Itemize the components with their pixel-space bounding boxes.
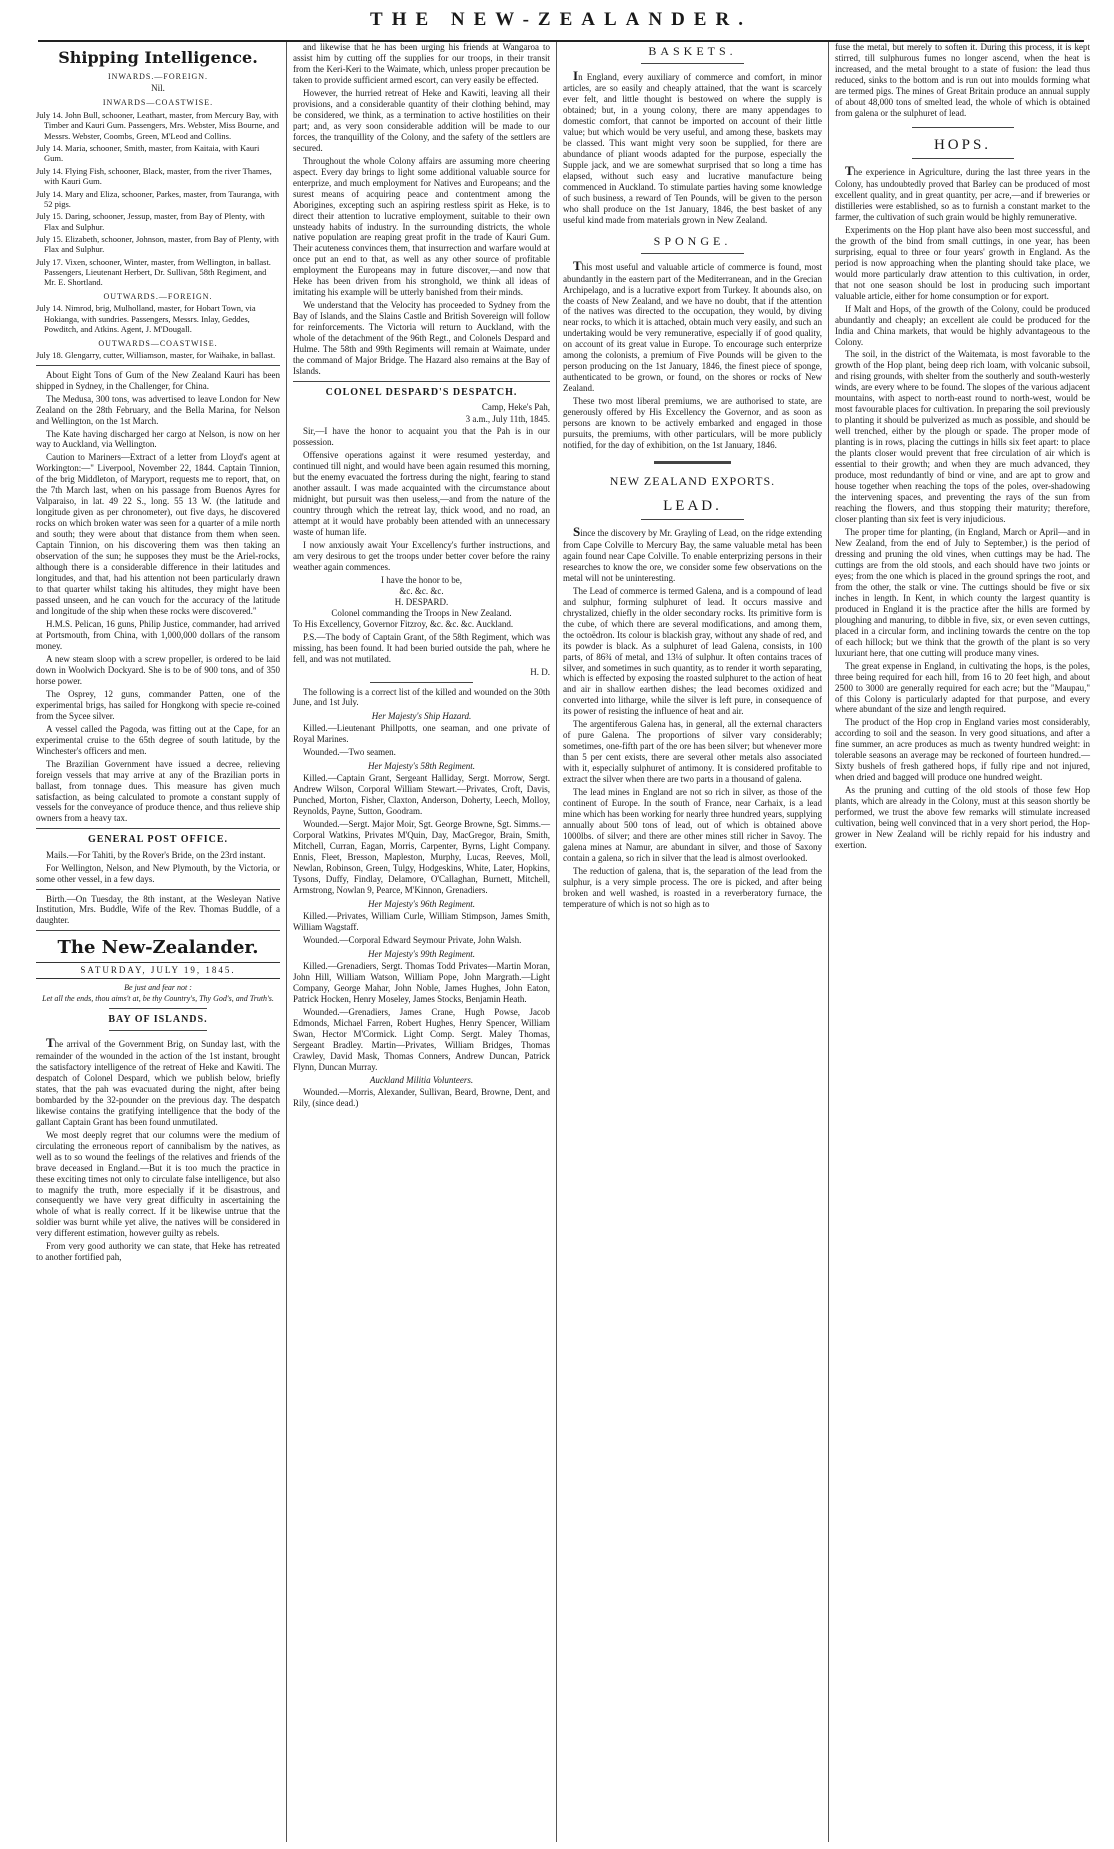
nil-text: Nil.: [151, 83, 165, 94]
news-paragraph: About Eight Tons of Gum of the New Zealand Kauri has been shipped in Sydney, in the Challenger, for China.: [36, 369, 280, 391]
unit-heading: Auckland Militia Volunteers.: [369, 1075, 474, 1086]
despatch-place: Camp, Heke's Pah,: [481, 402, 550, 413]
despatch-paragraph: Offensive operations against it were resumed yesterday, and continued till night, and would have been again resumed this morning, but the enemy evacuated the fortress during the night, fearing to stand another assault. I was made acquainted with the circumstance about midnight, but pursuit was then useless,—and from the nature of the country through which the retreat lay, thick wood, and no road, an attempt at it would have probably been attended with an unnecessary waste of human life.: [293, 450, 550, 537]
outwards-coastwise-entry: July 18. Glengarry, cutter, Williamson, master, for Waihake, in ballast.: [36, 350, 276, 361]
article-paragraph: The arrival of the Government Brig, on Sunday last, with the remainder of the wounded in the action of the 1st instant, brought the satisfactory intelligence of the retreat of Heke and Kawiti. The despatch of Colonel Despard, which we publish below, briefly states, that the pah was evacuated during the night, after being bombarded by the 32-pounder on the previous day. The despatch likewise contains the gratifying intelligence that the body of the gallant Captain Grant has been found unmutilated.: [36, 1035, 280, 1127]
bay-of-islands-article: [36, 1035, 280, 1263]
casualty-line: Wounded.—Grenadiers, James Crane, Hugh Powse, Jacob Edmonds, Michael Farren, Robert Hughes, Henry Spencer, William Swan, Hector M'Cormick. Light Comp. Sergt. Maley Thomas, Sergeant Bradley. Martin—Privates, William Bridges, Thomas Crawley, David Mask, Thomas Conners, Andrew Duncan, Patrick Flynn, Duncan Murray.: [293, 1006, 550, 1072]
casualty-line: Killed.—Grenadiers, Sergt. Thomas Todd Privates—Martin Moran, John Hill, William Watson, William Pope, John Margrath.—Light Company, George Mahar, John Noble, James Hughes, John Eaton, Patrick Hocken, Henry Moseley, James Stocks, Benjamin Heath.: [293, 960, 550, 1004]
columns: [30, 42, 1096, 1842]
inwards-list: [36, 110, 280, 288]
article-paragraph: The Lead of commerce is termed Galena, and is a compound of lead and sulphur, forming sulphuret of lead. It occurs massive and chrystalized, chiefly in the older secondary rocks. Its primitive form is the cube, of which there are several modifications, and among them, the octoëdron. Its colour is blackish gray, without any shade of red, and its powder is black. As a sulphuret of lead Galena, consists, in 100 parts, of 86¾ of metal, and 13¼ of sulphur. It often contains traces of silver, and sometimes in such quantity, as to render it worth separating, which is effected by exposing the roasted sulphuret to the action of heat and air in shallow earthen dishes; the lead becomes oxidized and converted into litharge, while the silver is left pure, in consequence of its power of resisting the influence of heat and air.: [563, 585, 822, 717]
divider: [36, 889, 280, 890]
casualty-line: Wounded.—Morris, Alexander, Sullivan, Beard, Browne, Dent, and Rily, (since dead.): [293, 1087, 550, 1109]
baskets-title: BASKETS.: [648, 44, 737, 58]
article-paragraph: The proper time for planting, (in England, March or April—and in New Zealand, from the end of July to September,) is the period of dressing and pruning the old vines, when cuttings may be had. The cuttings are from the old stools, and each should have two joints or eyes; from the one which is placed in the ground springs the root, and from the other, the stalk or vine. The cuttings should be five or six inches in length. In Kent, in which county the largest quantity is produced in England it is the practice after the hills are formed by ploughing and manuring, to dibble in five, six, or even seven cuttings, placed in a circular form, and inclining towards the centre on the top of each hillock; but we think that the growth of the plant is so very luxuriant here, that one cutting will produce many vines.: [835, 526, 1090, 658]
divider: [370, 682, 473, 683]
signature-line: &c. &c. &c.: [399, 585, 444, 596]
despatch-recipient: To His Excellency, Governor Fitzroy, &c. &c. &c. Auckland.: [293, 618, 514, 629]
despatch-paragraph: I now anxiously await Your Excellency's further instructions, and am very desirous to get the troops under better cover before the rainy weather again commences.: [293, 539, 550, 572]
sponge-article: [563, 258, 822, 451]
article-paragraph: We most deeply regret that our columns were the medium of circulating the erroneous report of cannibalism by the natives, as well as to so wound the feelings of the relatives and friends of the brave deceased in England.—But it is too much the practice in these exciting times not only to circulate false intelligence, but also to magnify the truth, more especially if it be disastrous, and consequently we have very great difficulty in ascertaining the whole of what is really correct. If it be likewise untrue that the soldier was burnt while yet alive, the natives will be considered in very different estimation, however guilty as rebels.: [36, 1129, 280, 1239]
divider: [641, 63, 745, 64]
post-office-notices: [36, 850, 280, 885]
casualty-list: [293, 711, 550, 1109]
article-paragraph: However, the hurried retreat of Heke and Kawiti, leaving all their provisions, and a considerable quantity of their clothing behind, may be considered, we think, as a termination to active hostilities on their part; and, as very soon considerable addition will be made to our forces, the tranquillity of the Colony, and the safety of the settlers are secured.: [293, 87, 550, 153]
article-paragraph: Throughout the whole Colony affairs are assuming more cheering aspect. Every day brings to light some additional valuable source for enterprize, and much employment for Natives and Europeans; and the surest means of acquiring peace and contentment among the Aborigines, excepting such an aspiring restless spirit as Heke, is to direct their attention to lucrative employment, suitable to their own unsteady habits of industry. In the surrounding districts, the whole native population are reaping great profit in the trade of Kauri Gum. Their acuteness convinces them, that insurrection and warfare would at once put an end to that, as well as any other source of profitable employment the Europeans may in future discover,—and now that Heke has been driven from his stronghold, we think all ideas of imitating his example will be utterly banished from their minds.: [293, 155, 550, 298]
despatch-time: 3 a.m., July 11th, 1845.: [465, 414, 550, 425]
casualty-line: Killed.—Captain Grant, Sergeant Halliday, Sergt. Morrow, Sergt. Andrew Wilson, Corporal William Stewart.—Privates, Croft, Davis, Punched, Morton, Fisher, Claxton, Anderson, Doherty, Leech, Molloy, Reynolds, Payne, Sutton, Goodram.: [293, 773, 550, 817]
despatch-postscript: P.S.—The body of Captain Grant, of the 58th Regiment, which was missing, has been found. It had been buried outside the pah, where he fell, and was not mutilated.: [293, 631, 550, 664]
divider: [36, 365, 280, 366]
paper-title: The New-Zealander.: [57, 937, 259, 959]
lead-continued: fuse the metal, but merely to soften it. During this process, it is kept stirred, till sulphurous fumes no longer ascend, when the heat is increased, and the metal brought to a state of fusion: the lead thus reduced, sinks to the bottom and is run out into moulds forming what are termed pigs. The mines of Great Britain produce an annual supply of about 48,000 tons of smelted lead, the whole of which is obtained from galena or the sulphuret of lead.: [835, 42, 1090, 118]
divider: [641, 519, 745, 520]
article-paragraph: As the pruning and cutting of the old stools of those few Hop plants, which are already in the Colony, must at this season shortly be performed, we trust the above few remarks will stimulate increased cultivation, being well convinced that in a very short period, the Hop-grower in New Zealand will be richly repaid for his industry and exertion.: [835, 785, 1090, 851]
divider: [36, 930, 280, 931]
casualty-line: Wounded.—Corporal Edward Seymour Private, John Walsh.: [303, 934, 522, 945]
shipping-entry: July 15. Elizabeth, schooner, Johnson, master, from Bay of Plenty, with Flax and Sulphur.: [36, 233, 279, 255]
article-paragraph: and likewise that he has been urging his friends at Wangaroa to assist him by cutting off the supplies for our troops, in their transit from the Keri-Keri to the Waimate, which, unless proper precaution be taken to provide sufficient armed escort, can very easily be effected.: [293, 42, 550, 85]
inwards-foreign-heading: INWARDS.—FOREIGN.: [107, 71, 209, 81]
news-paragraph: Caution to Mariners—Extract of a letter from Lloyd's agent at Workington:—" Liverpool, November 22, 1844. Captain Tinnion, of the brig Middleton, of Maryport, requests me to report, that, on the 7th March last, when on his passage from Buenos Ayres for Valparaiso, in lat. 49 22 S., long. 55 13 W. (the latitude and longitude given as per chronometer), out five days, he discovered rocks on which broken water was seen for a quarter of a mile north and south; they were about that distance from them when seen. Captain Tinnion, on his discovering them was then taking an observation of the sun; he supposes they must be the Ariel-rocks, although there is a considerable difference in their latitudes and longitudes, and that, had his attention not been particularly drawn to that quarter whilst taking his altitudes, they might have been passed unseen, and he can vouch for the accuracy of the latitude and longitude of the ship when these rocks were discovered.": [36, 452, 280, 617]
article-paragraph: Experiments on the Hop plant have also been most successful, and the growth of the bind from small cuttings, in one year, has been surprising, equal to three or four years' growth in England. As the period is now approaching when the planting should take place, we would more particularly draw attention to this cultivation, in order, that not one season should be lost in producing such important valuable article, either for home consumption or for export.: [835, 224, 1090, 301]
unit-heading: Her Majesty's 58th Regiment.: [368, 761, 475, 772]
casualty-line: Wounded.—Two seamen.: [303, 747, 396, 758]
outwards-foreign-entry: July 14. Nimrod, brig, Mulholland, master, for Hobart Town, via Hokianga, with sundries. Passengers, Messrs. Inlay, Geddes, Powditch, and Atkins. Agent, J. M'Dougall.: [36, 303, 256, 335]
birth-notice: Birth.—On Tuesday, the 8th instant, at the Wesleyan Native Institution, Mrs. Buddle, Wife of the Rev. Thomas Buddle, of a daughter.: [36, 893, 280, 926]
outwards-foreign-heading: OUTWARDS.—FOREIGN.: [103, 291, 213, 301]
post-notice: Mails.—For Tahiti, by the Rover's Bride, on the 23rd instant.: [46, 849, 266, 860]
shipping-entry: July 15. Daring, schooner, Jessup, master, from Bay of Plenty, with Flax and Sulphur.: [36, 211, 265, 232]
casualty-line: Killed.—Privates, William Curle, William Stimpson, James Smith, William Wagstaff.: [293, 910, 550, 932]
casualty-line: Killed.—Lieutenant Phillpotts, one seaman, and one private of Royal Marines.: [293, 723, 550, 745]
post-office-title: GENERAL POST OFFICE.: [87, 834, 229, 846]
despatch-paragraph: Sir,—I have the honor to acquaint you that the Pah is in our possession.: [293, 426, 550, 448]
lead-title: LEAD.: [663, 497, 722, 514]
news-paragraph: A vessel called the Pagoda, was fitting out at the Cape, for an experimental cruise to the 65th degree of south latitude, by the Winchester's officers and men.: [36, 723, 280, 756]
news-paragraph: The Brazilian Government have issued a decree, relieving foreign vessels that may arrive at any of the Brazilian ports in ballast, from tonnage dues. This measure has given much satisfaction, as being calculated to promote a constant supply of vessels for the conveyance of produce thence, and thus relieve ship owners from a heavy tax.: [36, 758, 280, 824]
hops-title: HOPS.: [933, 136, 992, 153]
unit-heading: Her Majesty's 99th Regiment.: [368, 948, 475, 959]
outwards-coastwise-heading: OUTWARDS—COASTWISE.: [98, 338, 218, 348]
divider: [109, 1008, 207, 1009]
article-paragraph: We understand that the Velocity has proceeded to Sydney from the Bay of Islands, and the Slains Castle and British Sovereign will follow for reinforcements. The Victoria will return to Auckland, with the whole of the detachment of the 96th Regt., and Colonels Despard and Hulme. The 58th and 99th Regiments will remain at Waimate, under the command of Major Bridge. The Hazard also remains at the Bay of Islands.: [293, 300, 550, 377]
article-paragraph: The great expense in England, in cultivating the hops, is the poles, three being required for each hill, from 16 to 20 feet high, and about 2500 to 3000 are generally required for each acre; but the "Maupau," of this Colony is particularly adapted for that purpose, and every where abundant of the size and length required.: [835, 660, 1090, 715]
lead-article: [563, 524, 822, 910]
masthead-title: THE NEW-ZEALANDER.: [370, 9, 752, 30]
news-paragraph: A new steam sloop with a screw propeller, is ordered to be laid down in Woolwich Dockyard. She is to be of 900 tons, and of 350 horse power.: [36, 653, 280, 686]
article-paragraph: This most useful and valuable article of commerce is found, most abundantly in the eastern part of the Mediterranean, and in the Grecian Archipelago, and is a lucrative export from Turkey. It abounds also, on the coasts of New Zealand, and we have no doubt, that if the attention of the natives was directed to the occupation, they would, by diving near rocks, to which it is attached, obtain much very easily, and such an undertaking would be very remunerative, especially if of good quality, on account of its great value in Europe. To encourage such enterprize among the colonists, a premium of Five Pounds will be given to the person producing on the 1st January, 1846, the finest piece of sponge, authenticated to be grown, or found, on the shores or rocks of New Zealand.: [563, 257, 822, 394]
motto-line-2: Let all the ends, thou aims't at, be thy Country's, Thy God's, and Truth's.: [42, 994, 274, 1004]
sponge-title: SPONGE.: [653, 234, 732, 249]
news-paragraph: H.M.S. Pelican, 16 guns, Philip Justice, commander, had arrived at Portsmouth, from China, with 1,000,000 dollars of the ransom money.: [36, 618, 280, 651]
divider: [641, 253, 745, 254]
signature-line: Colonel commanding the Troops in New Zealand.: [331, 607, 512, 618]
column-1: [30, 42, 286, 1842]
signature-line: I have the honor to be,: [381, 574, 462, 585]
shipping-entry: July 14. Flying Fish, schooner, Black, master, from the river Thames, with Kauri Gum.: [36, 165, 272, 187]
shipping-title: Shipping Intelligence.: [58, 48, 258, 67]
column-2: [286, 42, 556, 1842]
article-paragraph: The soil, in the district of the Waitemata, is most favorable to the growth of the Hop plant, being deep rich loam, with volcanic subsoil, and rising grounds, with shelter from the southerly and south-westerly winds, are every where to be found. The slopes of the various adjacent mountains, with aspect to north-east round to north-west, would be most favourable places for cultivation. In preparing the soil previously to planting it should be pulverized as much as possible, and should be well trenched, either by the plough or spade. The proper mode of planting is in rows, placing the cuttings in hills six feet apart: to place the plants closer would prevent that free circulation of air which is essential to their growth; and when they are much advanced, they produce, most redundantly of bind or vine, and are apt to grow and house together when reaching the tops of the poles, over-shadowing the intervening spaces, and preventing the rays of the sun from reaching the flowers, and thus stopping their maturity; therefore, closer planting than six feet is very injudicious.: [835, 349, 1090, 524]
shipping-entry: July 14. John Bull, schooner, Leathart, master, from Mercury Bay, with Timber and Kauri Gum. Passengers, Mrs. Webster, Miss Bourne, and Messrs. Webster, Coombs, Green, M'Leod and Collins.: [36, 109, 280, 141]
despatch-initials: H. D.: [530, 666, 550, 677]
signature-line: H. DESPARD.: [394, 596, 449, 607]
despatch-signature: [293, 575, 550, 619]
news-paragraph: The Kate having discharged her cargo at Nelson, is now on her way to Auckland, via Wellington.: [36, 428, 280, 450]
shipping-entry: July 14. Maria, schooner, Smith, master, from Kaitaia, with Kauri Gum.: [36, 143, 260, 164]
article-paragraph: If Malt and Hops, of the growth of the Colony, could be produced abundantly and cheaply; an excellent ale could be produced for the India and China markets, that would be highly advantageous to the Colony.: [835, 303, 1090, 347]
news-paragraph: The Medusa, 300 tons, was advertised to leave London for New Zealand on the 28th February, and the Bella Marina, for Nelson and Wellington, on the 1st March.: [36, 393, 280, 426]
article-paragraph: Since the discovery by Mr. Grayling of Lead, on the ridge extending from Cape Colville to Mercury Bay, the same valuable metal has been again found near Cape Colville. To enable enterprizing persons in their researches to know the ore, we consider some few observations on the metal will not be uninteresting.: [563, 523, 822, 583]
post-notice: For Wellington, Nelson, and New Plymouth, by the Victoria, or some other vessel, in a few days.: [36, 862, 280, 884]
bay-of-islands-title: BAY OF ISLANDS.: [108, 1013, 208, 1025]
despatch-body: [293, 426, 550, 573]
article-paragraph: The product of the Hop crop in England varies most considerably, according to soil and the season. In very good situations, and after a fine summer, an acre produces as much as twenty hundred weight: in tolerable seasons an average may be reckoned of fourteen hundred.—Sixty bushels of fresh gathered hops, if fully ripe and not injured, when dried and bagged will produce one hundred weight.: [835, 717, 1090, 783]
article-paragraph: The reduction of galena, that is, the separation of the lead from the sulphur, is a very simple process. The ore is picked, and after being broken and well washed, is roasted in a reverberatory furnace, the temperature of which is not so high as to: [563, 865, 822, 909]
baskets-article: In England, every auxiliary of commerce and comfort, in minor articles, are so easily and cheaply attained, that the want is scarcely ever felt, and little thought is bestowed on where the supply is obtained; but, in a young colony, there are many appendages to domestic comfort, that cannot be imported on account of their little value; but which would be very useful, and among these, baskets may be classed. This want might very soon be supplied, for there are abundance of pliant woods adapted for the purpose, especially the Supple jack, and we are somewhat surprised that so long a time has elapsed, without such easy and lucrative manufacture being commenced in Auckland. To stimulate parties having some knowledge of such business, a reward of Ten Pounds, will be given to the person who shall produce on the 1st January, 1846, the best basket of any useful kind made from materials grown in New Zealand.: [563, 67, 822, 226]
casualty-intro: The following is a correct list of the killed and wounded on the 30th June, and 1st July.: [293, 686, 550, 708]
shipping-news: [36, 370, 280, 825]
bay-of-islands-continued: [293, 42, 550, 377]
article-paragraph: These two most liberal premiums, we are authorised to state, are generously offered by His Excellency the Governor, and as soon as persons are known to be actively embarked and engaged in those pursuits, the premiums, with other particulars, will be more publicly notified, for the day of exhibition, on the 1st January, 1846.: [563, 396, 822, 451]
hops-article: [835, 163, 1090, 851]
shipping-entry: July 14. Mary and Eliza, schooner, Parkes, master, from Tauranga, with 52 pigs.: [36, 188, 280, 209]
casualty-line: Wounded.—Sergt. Major Moir, Sgt. George Browne, Sgt. Simms.—Corporal Watkins, Privates M'Quin, Day, MacGregor, Brain, Smith, Mitchell, Curran, Eagan, Morris, Carpenter, Byrns, Light Company. Ennis, Fleet, Bresson, Mapleston, Murphy, Lucas, Reeves, Moll, Newlan, Robinson, Green, Tulgy, Hodgeskins, White, Later, Hopkins, Tysons, Duffy, Findlay, Delamore, O'Callaghan, Burnett, Mitchell, Armstrong, Nowlan 9, Pearce, M'Kinnon, Grenadiers.: [293, 819, 550, 895]
article-paragraph: From very good authority we can state, that Heke has retreated to another fortified pah,: [36, 1241, 280, 1263]
masthead: [38, 0, 1084, 42]
divider: [109, 1030, 207, 1031]
divider: [912, 127, 1014, 128]
article-paragraph: The argentiferous Galena has, in general, all the external characters of pure Galena. The proportions of silver vary considerably; sometimes, one-fifth part of the ore has been silver; but whenever more than 5 per cent exists, there are several other metals also associated with it, especially sulphuret of antimony. It is considered profitable to extract the silver when there are two parts in a thousand of galena.: [563, 719, 822, 785]
divider: [36, 828, 280, 829]
news-paragraph: The Osprey, 12 guns, commander Patten, one of the experimental brigs, has sailed for Hongkong with specie re-coined from the Sycee silver.: [36, 688, 280, 721]
article-paragraph: The experience in Agriculture, during the last three years in the Colony, has undoubtedly proved that Barley can be produced of most excellent quality, and in great quantity, per acre,—and if breweries or distilleries were established, so as to furnish a constant market to the farmer, the cultivation of such grain would be highly remunerative.: [835, 163, 1090, 222]
column-4: [828, 42, 1096, 1842]
divider: [293, 381, 550, 382]
unit-heading: Her Majesty's 96th Regiment.: [368, 898, 475, 909]
exports-title: NEW ZEALAND EXPORTS.: [609, 474, 776, 489]
divider: [912, 158, 1014, 159]
despatch-title: COLONEL DESPARD'S DESPATCH.: [325, 387, 518, 399]
ornament-rule: [654, 461, 732, 464]
motto-line-1: Be just and fear not :: [124, 983, 192, 993]
column-3: [556, 42, 828, 1842]
shipping-entry: July 17. Vixen, schooner, Winter, master, from Wellington, in ballast. Passengers, Lieutenant Herbert, Dr. Sullivan, 58th Regiment, and Mr. E. Shortland.: [36, 256, 271, 288]
inwards-coastwise-heading: INWARDS—COASTWISE.: [102, 98, 214, 108]
article-paragraph: The lead mines in England are not so rich in silver, as those of the continent of Europe. In the south of France, near Carhaix, is a lead mine which has been working for nearly three hundred years, supplying annually about 500 tons of lead, out of which is obtained above 1000lbs. of silver; and there are other mines still richer in Savoy. The galena mines at Namur, are abundant in silver, and those of Saxony contain a galena, so rich in silver that the lead is almost overlooked.: [563, 787, 822, 863]
unit-heading: Her Majesty's Ship Hazard.: [371, 711, 472, 722]
issue-date: SATURDAY, JULY 19, 1845.: [36, 962, 280, 979]
